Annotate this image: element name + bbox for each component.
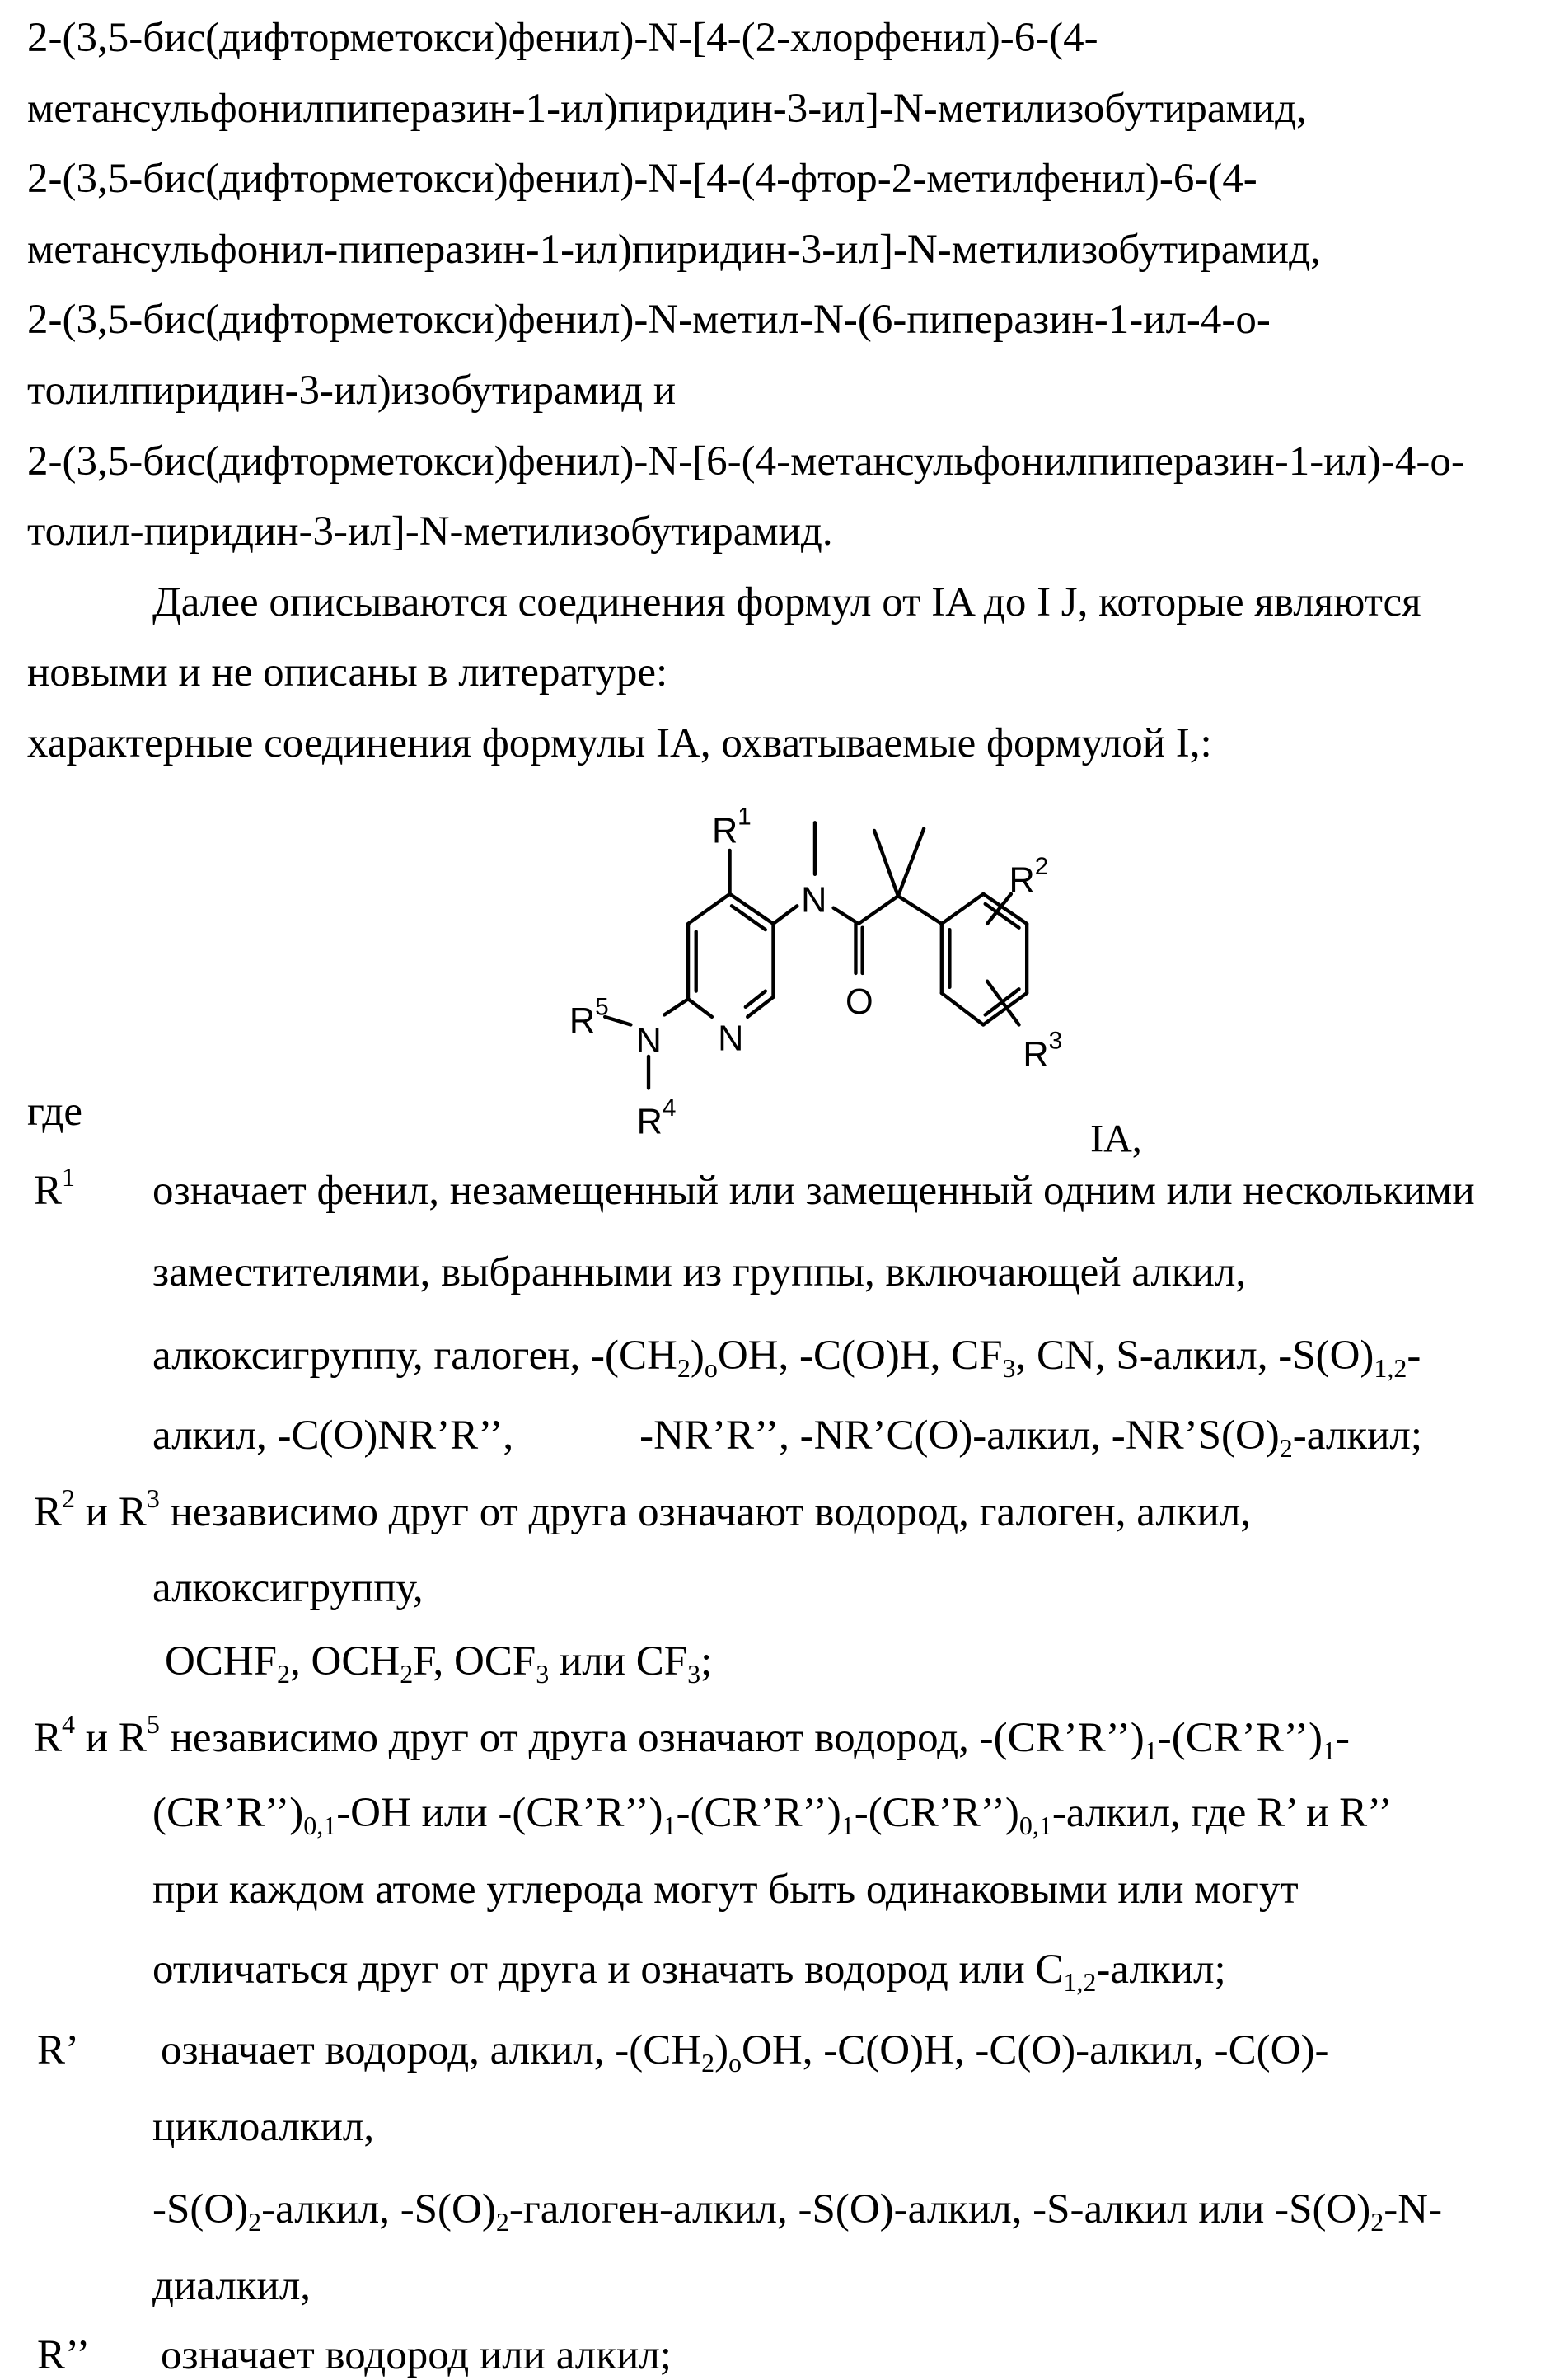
text-segment: характерные соединения формулы IA, охватываемые формулой I,: bbox=[27, 720, 1212, 766]
amide-nitrogen-label: N bbox=[801, 880, 826, 920]
text-line bbox=[34, 1488, 1251, 1537]
text-segment: 4 bbox=[62, 1709, 75, 1739]
text-segment: -алкил, где R’ и R’’ bbox=[1052, 1790, 1392, 1836]
text-line bbox=[165, 1637, 712, 1686]
text-segment: - bbox=[1336, 1715, 1350, 1761]
text-segment: -S(O) bbox=[152, 2186, 248, 2232]
text-segment: R bbox=[34, 1715, 62, 1761]
text-segment: -(CR’R’’) bbox=[1158, 1715, 1323, 1761]
text-segment: новыми и не описаны в литературе: bbox=[27, 649, 667, 696]
text-segment: алкил, -C(O)NR’R’’, -NR’R’’, -NR’C(O)-алкил, -NR’S(O) bbox=[152, 1413, 1280, 1459]
text-segment: 2 bbox=[677, 1353, 691, 1383]
text-segment: 1,2 bbox=[1063, 1967, 1096, 1997]
text-segment: 0,1 bbox=[303, 1811, 336, 1840]
text-segment: F, OCF bbox=[413, 1638, 536, 1684]
text-line bbox=[27, 225, 1321, 274]
text-segment: 2 bbox=[496, 2207, 509, 2237]
text-segment: R’ bbox=[37, 2027, 79, 2073]
r4-label: R4 bbox=[637, 1094, 677, 1142]
text-segment: метансульфонилпиперазин-1-ил)пиридин-3-ил]-N-метилизобутирамид, bbox=[27, 86, 1307, 132]
text-segment: ) bbox=[714, 2027, 728, 2073]
text-segment: 2-(3,5-бис(дифторметокси)фенил)-N-[4-(2-хлорфенил)-6-(4- bbox=[27, 15, 1098, 61]
text-line bbox=[27, 437, 1465, 486]
formula-label: IA, bbox=[1090, 1117, 1142, 1160]
text-segment: и R bbox=[75, 1489, 147, 1535]
text-segment: OH, -C(O)H, CF bbox=[718, 1333, 1003, 1379]
text-segment: -(CR’R’’) bbox=[855, 1790, 1019, 1836]
text-segment: -алкил, -S(O) bbox=[261, 2186, 496, 2232]
text-segment: 3 bbox=[687, 1659, 700, 1689]
text-segment: 1 bbox=[1323, 1736, 1336, 1765]
text-segment: 2 bbox=[400, 1659, 413, 1689]
text-segment: 2 bbox=[701, 2048, 714, 2078]
r2-label: R2 bbox=[1009, 853, 1049, 901]
text-line bbox=[27, 1087, 82, 1136]
text-segment: -алкил; bbox=[1096, 1947, 1225, 1993]
text-segment: означает водород или алкил; bbox=[161, 2332, 672, 2378]
text-segment: где bbox=[27, 1089, 82, 1135]
text-line bbox=[27, 84, 1307, 134]
text-segment: 1 bbox=[841, 1811, 855, 1840]
text-segment: независимо друг от друга означают водород, галоген, алкил, bbox=[160, 1489, 1251, 1535]
text-line bbox=[34, 1713, 1350, 1763]
text-segment: R bbox=[34, 1489, 62, 1535]
r5-label: R5 bbox=[569, 993, 609, 1041]
text-line bbox=[27, 13, 1098, 63]
text-segment: (CR’R’’) bbox=[152, 1790, 303, 1836]
definition-label bbox=[37, 2331, 90, 2380]
text-segment: метансульфонил-пиперазин-1-ил)пиридин-3-ил]-N-метилизобутирамид, bbox=[27, 227, 1321, 273]
text-segment: -алкил; bbox=[1293, 1413, 1422, 1459]
text-line bbox=[152, 1945, 1226, 1994]
text-segment: 1,2 bbox=[1374, 1353, 1407, 1383]
text-segment: R bbox=[34, 1168, 62, 1214]
text-segment: 1 bbox=[1145, 1736, 1158, 1765]
text-segment: 2 bbox=[62, 1483, 75, 1513]
text-line bbox=[152, 578, 1421, 627]
chemical-structure-ia bbox=[536, 783, 1154, 1164]
text-segment: отличаться друг от друга и означать водород или C bbox=[152, 1947, 1063, 1993]
text-segment: 2 bbox=[1370, 2207, 1384, 2237]
text-line bbox=[152, 1411, 1422, 1460]
text-line bbox=[152, 1248, 1246, 1297]
carbonyl-oxygen-label: O bbox=[845, 982, 873, 1022]
r3-label: R3 bbox=[1023, 1027, 1062, 1075]
text-segment: OCHF bbox=[165, 1638, 277, 1684]
text-line bbox=[27, 154, 1257, 204]
text-line bbox=[27, 507, 833, 556]
definition-label bbox=[34, 1166, 75, 1216]
text-line bbox=[152, 2185, 1442, 2234]
text-line bbox=[152, 1331, 1421, 1380]
pyridine-nitrogen-label: N bbox=[718, 1019, 743, 1059]
text-segment: диалкил, bbox=[152, 2263, 311, 2309]
text-segment: 2 bbox=[248, 2207, 261, 2237]
text-line bbox=[27, 648, 667, 697]
text-line bbox=[152, 1865, 1299, 1914]
text-segment: означает водород, алкил, -(CH bbox=[161, 2027, 701, 2073]
text-segment: заместителями, выбранными из группы, включающей алкил, bbox=[152, 1249, 1246, 1295]
text-segment: 2-(3,5-бис(дифторметокси)фенил)-N-метил-N-(6-пиперазин-1-ил-4-о- bbox=[27, 297, 1271, 343]
text-line bbox=[27, 719, 1212, 768]
text-line bbox=[161, 2026, 1328, 2075]
text-line bbox=[152, 1788, 1392, 1838]
amine-nitrogen-label: N bbox=[636, 1021, 662, 1061]
text-segment: толилпиридин-3-ил)изобутирамид и bbox=[27, 368, 676, 414]
text-segment: Далее описываются соединения формул от IA до I J, которые являются bbox=[152, 579, 1421, 625]
structure-bonds bbox=[605, 822, 1027, 1088]
text-segment: алкоксигруппу, галоген, -(CH bbox=[152, 1333, 677, 1379]
text-segment: -(CR’R’’) bbox=[677, 1790, 841, 1836]
text-segment: 3 bbox=[1002, 1353, 1015, 1383]
text-segment: -N- bbox=[1384, 2186, 1442, 2232]
text-segment: 0,1 bbox=[1019, 1811, 1052, 1840]
text-segment: циклоалкил, bbox=[152, 2104, 374, 2150]
definition-label bbox=[37, 2026, 79, 2075]
text-segment: означает фенил, незамещенный или замещенный одним или несколькими bbox=[152, 1168, 1475, 1214]
text-segment: ; bbox=[700, 1638, 712, 1684]
text-segment: 2-(3,5-бис(дифторметокси)фенил)-N-[4-(4-фтор-2-метилфенил)-6-(4- bbox=[27, 156, 1257, 202]
text-line bbox=[27, 366, 676, 415]
text-line bbox=[152, 1166, 1475, 1216]
text-segment: R’’ bbox=[37, 2332, 90, 2378]
text-segment: , OCH bbox=[290, 1638, 400, 1684]
text-segment: 3 bbox=[147, 1483, 160, 1513]
text-segment: алкоксигруппу, bbox=[152, 1565, 424, 1611]
text-segment: 1 bbox=[663, 1811, 677, 1840]
text-segment: или CF bbox=[549, 1638, 687, 1684]
text-segment: толил-пиридин-3-ил]-N-метилизобутирамид. bbox=[27, 508, 833, 555]
text-segment: независимо друг от друга означают водород, -(CR’R’’) bbox=[160, 1715, 1145, 1761]
text-segment: -галоген-алкил, -S(O)-алкил, -S-алкил или -S(O) bbox=[509, 2186, 1370, 2232]
text-segment: - bbox=[1407, 1333, 1421, 1379]
text-segment: o bbox=[705, 1353, 718, 1383]
text-segment: при каждом атоме углерода могут быть одинаковыми или могут bbox=[152, 1867, 1299, 1913]
text-line bbox=[27, 295, 1271, 344]
text-segment: 2-(3,5-бис(дифторметокси)фенил)-N-[6-(4-метансульфонилпиперазин-1-ил)-4-о- bbox=[27, 438, 1465, 485]
text-segment: ) bbox=[691, 1333, 705, 1379]
text-line bbox=[161, 2331, 672, 2380]
text-segment: OH, -C(O)H, -C(O)-алкил, -C(O)- bbox=[742, 2027, 1328, 2073]
text-segment: o bbox=[728, 2048, 742, 2078]
text-segment: 2 bbox=[277, 1659, 290, 1689]
text-segment: 2 bbox=[1280, 1433, 1293, 1463]
text-line bbox=[152, 1563, 424, 1613]
text-segment: и R bbox=[75, 1715, 147, 1761]
text-segment: 3 bbox=[536, 1659, 549, 1689]
text-segment: 5 bbox=[147, 1709, 160, 1739]
text-segment: -OH или -(CR’R’’) bbox=[336, 1790, 663, 1836]
r1-label: R1 bbox=[712, 803, 752, 851]
text-line bbox=[152, 2261, 311, 2311]
text-segment: 1 bbox=[62, 1162, 75, 1192]
text-segment: , CN, S-алкил, -S(O) bbox=[1015, 1333, 1374, 1379]
text-line bbox=[152, 2102, 374, 2152]
